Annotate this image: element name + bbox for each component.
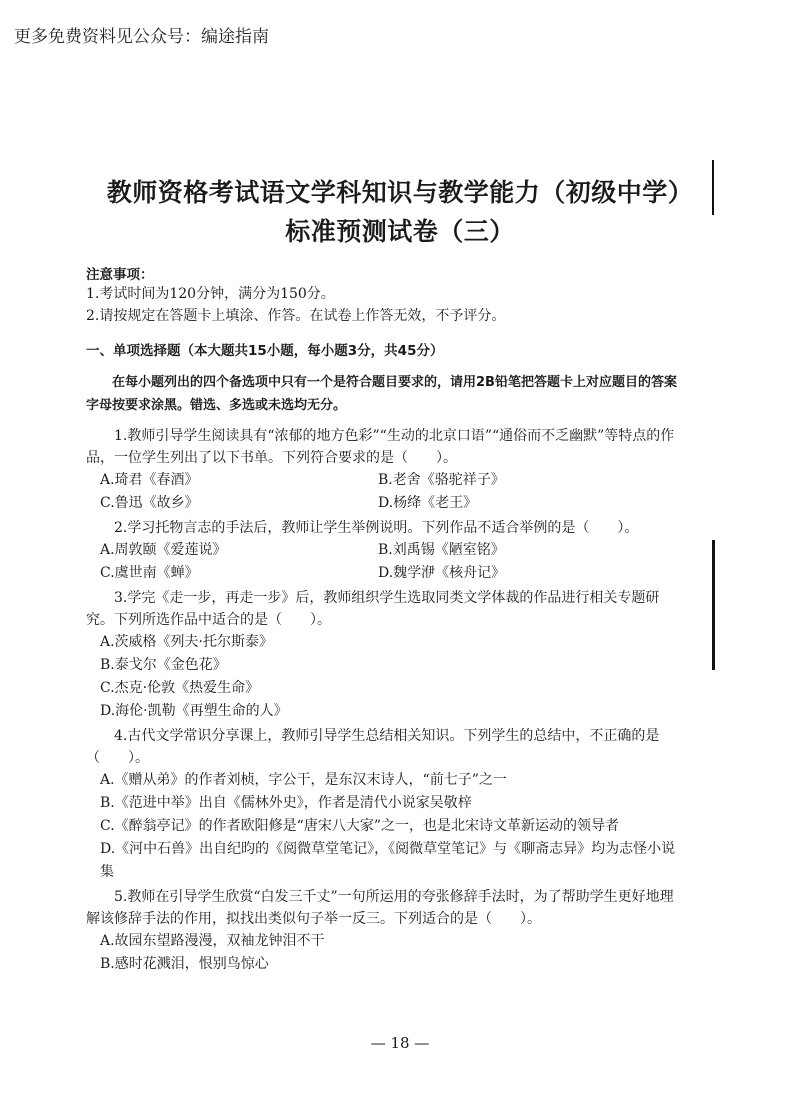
- option-row: [86, 562, 686, 585]
- option-a: A.故园东望路漫漫，双袖龙钟泪不干: [100, 933, 325, 949]
- option-a: A.茨威格《列夫·托尔斯泰》: [100, 634, 274, 650]
- option-c: C.虞世南《蝉》: [100, 565, 199, 581]
- question-stem: 1.教师引导学生阅读具有“浓郁的地方色彩”“生动的北京口语”“通俗而不乏幽默”等特点的作品，一位学生列出了以下书单。下列符合要求的是（ ）。: [86, 428, 675, 466]
- option-a: A.琦君《春酒》: [100, 472, 199, 488]
- option-b: B.泰戈尔《金色花》: [100, 657, 227, 673]
- question-stem: 4.古代文学常识分享课上，教师引导学生总结相关知识。下列学生的总结中，不正确的是（ ）。: [86, 728, 660, 766]
- exam-title: 教师资格考试语文学科知识与教学能力（初级中学）: [106, 178, 694, 207]
- option-a: A.《赠从弟》的作者刘桢，字公干，是东汉末诗人，“前七子”之一: [100, 772, 507, 788]
- option-b: B.《范进中举》出自《儒林外史》，作者是清代小说家吴敬梓: [100, 795, 472, 811]
- option-c: C.《醉翁亭记》的作者欧阳修是“唐宋八大家”之一，也是北宋诗文革新运动的领导者: [100, 818, 619, 834]
- option-d: D.《河中石兽》出自纪昀的《阅微草堂笔记》，《阅微草堂笔记》与《聊斋志异》均为志怪小说集: [100, 841, 676, 880]
- page-number: — 18 —: [370, 1034, 430, 1052]
- option-b: B.刘禹锡《陋室铭》: [378, 542, 505, 558]
- option-d: D.魏学洢《核舟记》: [378, 565, 506, 581]
- scan-edge-mark: [712, 540, 715, 670]
- option-c: C.鲁迅《故乡》: [100, 495, 199, 511]
- question-stem: 3.学完《走一步，再走一步》后，教师组织学生选取同类文学体裁的作品进行相关专题研究。下列所选作品中适合的是（ ）。: [86, 590, 660, 628]
- option-row: [86, 492, 686, 515]
- exam-content: [86, 263, 686, 976]
- notes-heading: 注意事项：: [86, 267, 154, 283]
- header-note: 更多免费资料见公众号：编途指南: [14, 27, 269, 47]
- exam-subtitle: 标准预测试卷（三）: [285, 217, 515, 246]
- option-c: C.杰克·伦敦《热爱生命》: [100, 680, 260, 696]
- option-row: [86, 469, 686, 492]
- option-b: B.老舍《骆驼祥子》: [378, 472, 505, 488]
- section-heading: 一、单项选择题（本大题共15小题，每小题3分，共45分）: [86, 343, 444, 359]
- option-b: B.感时花溅泪，恨别鸟惊心: [100, 956, 269, 972]
- question-stem: 2.学习托物言志的手法后，教师让学生举例说明。下列作品不适合举例的是（ ）。: [114, 520, 639, 536]
- option-d: D.杨绛《老王》: [378, 495, 478, 511]
- question-stem: 5.教师在引导学生欣赏“白发三千丈”一句所运用的夸张修辞手法时，为了帮助学生更好地理解该修辞手法的作用，拟找出类似句子举一反三。下列适合的是（ ）。: [86, 889, 674, 927]
- note-item: 2.请按规定在答题卡上填涂、作答。在试卷上作答无效，不予评分。: [86, 308, 506, 324]
- option-a: A.周敦颐《爱莲说》: [100, 542, 227, 558]
- option-d: D.海伦·凯勒《再塑生命的人》: [100, 703, 288, 719]
- note-item: 1.考试时间为120分钟，满分为150分。: [86, 286, 335, 302]
- option-row: [86, 539, 686, 562]
- section-instructions: 在每小题列出的四个备选项中只有一个是符合题目要求的，请用2B铅笔把答题卡上对应题目的答案字母按要求涂黑。错选、多选或未选均无分。: [86, 375, 677, 413]
